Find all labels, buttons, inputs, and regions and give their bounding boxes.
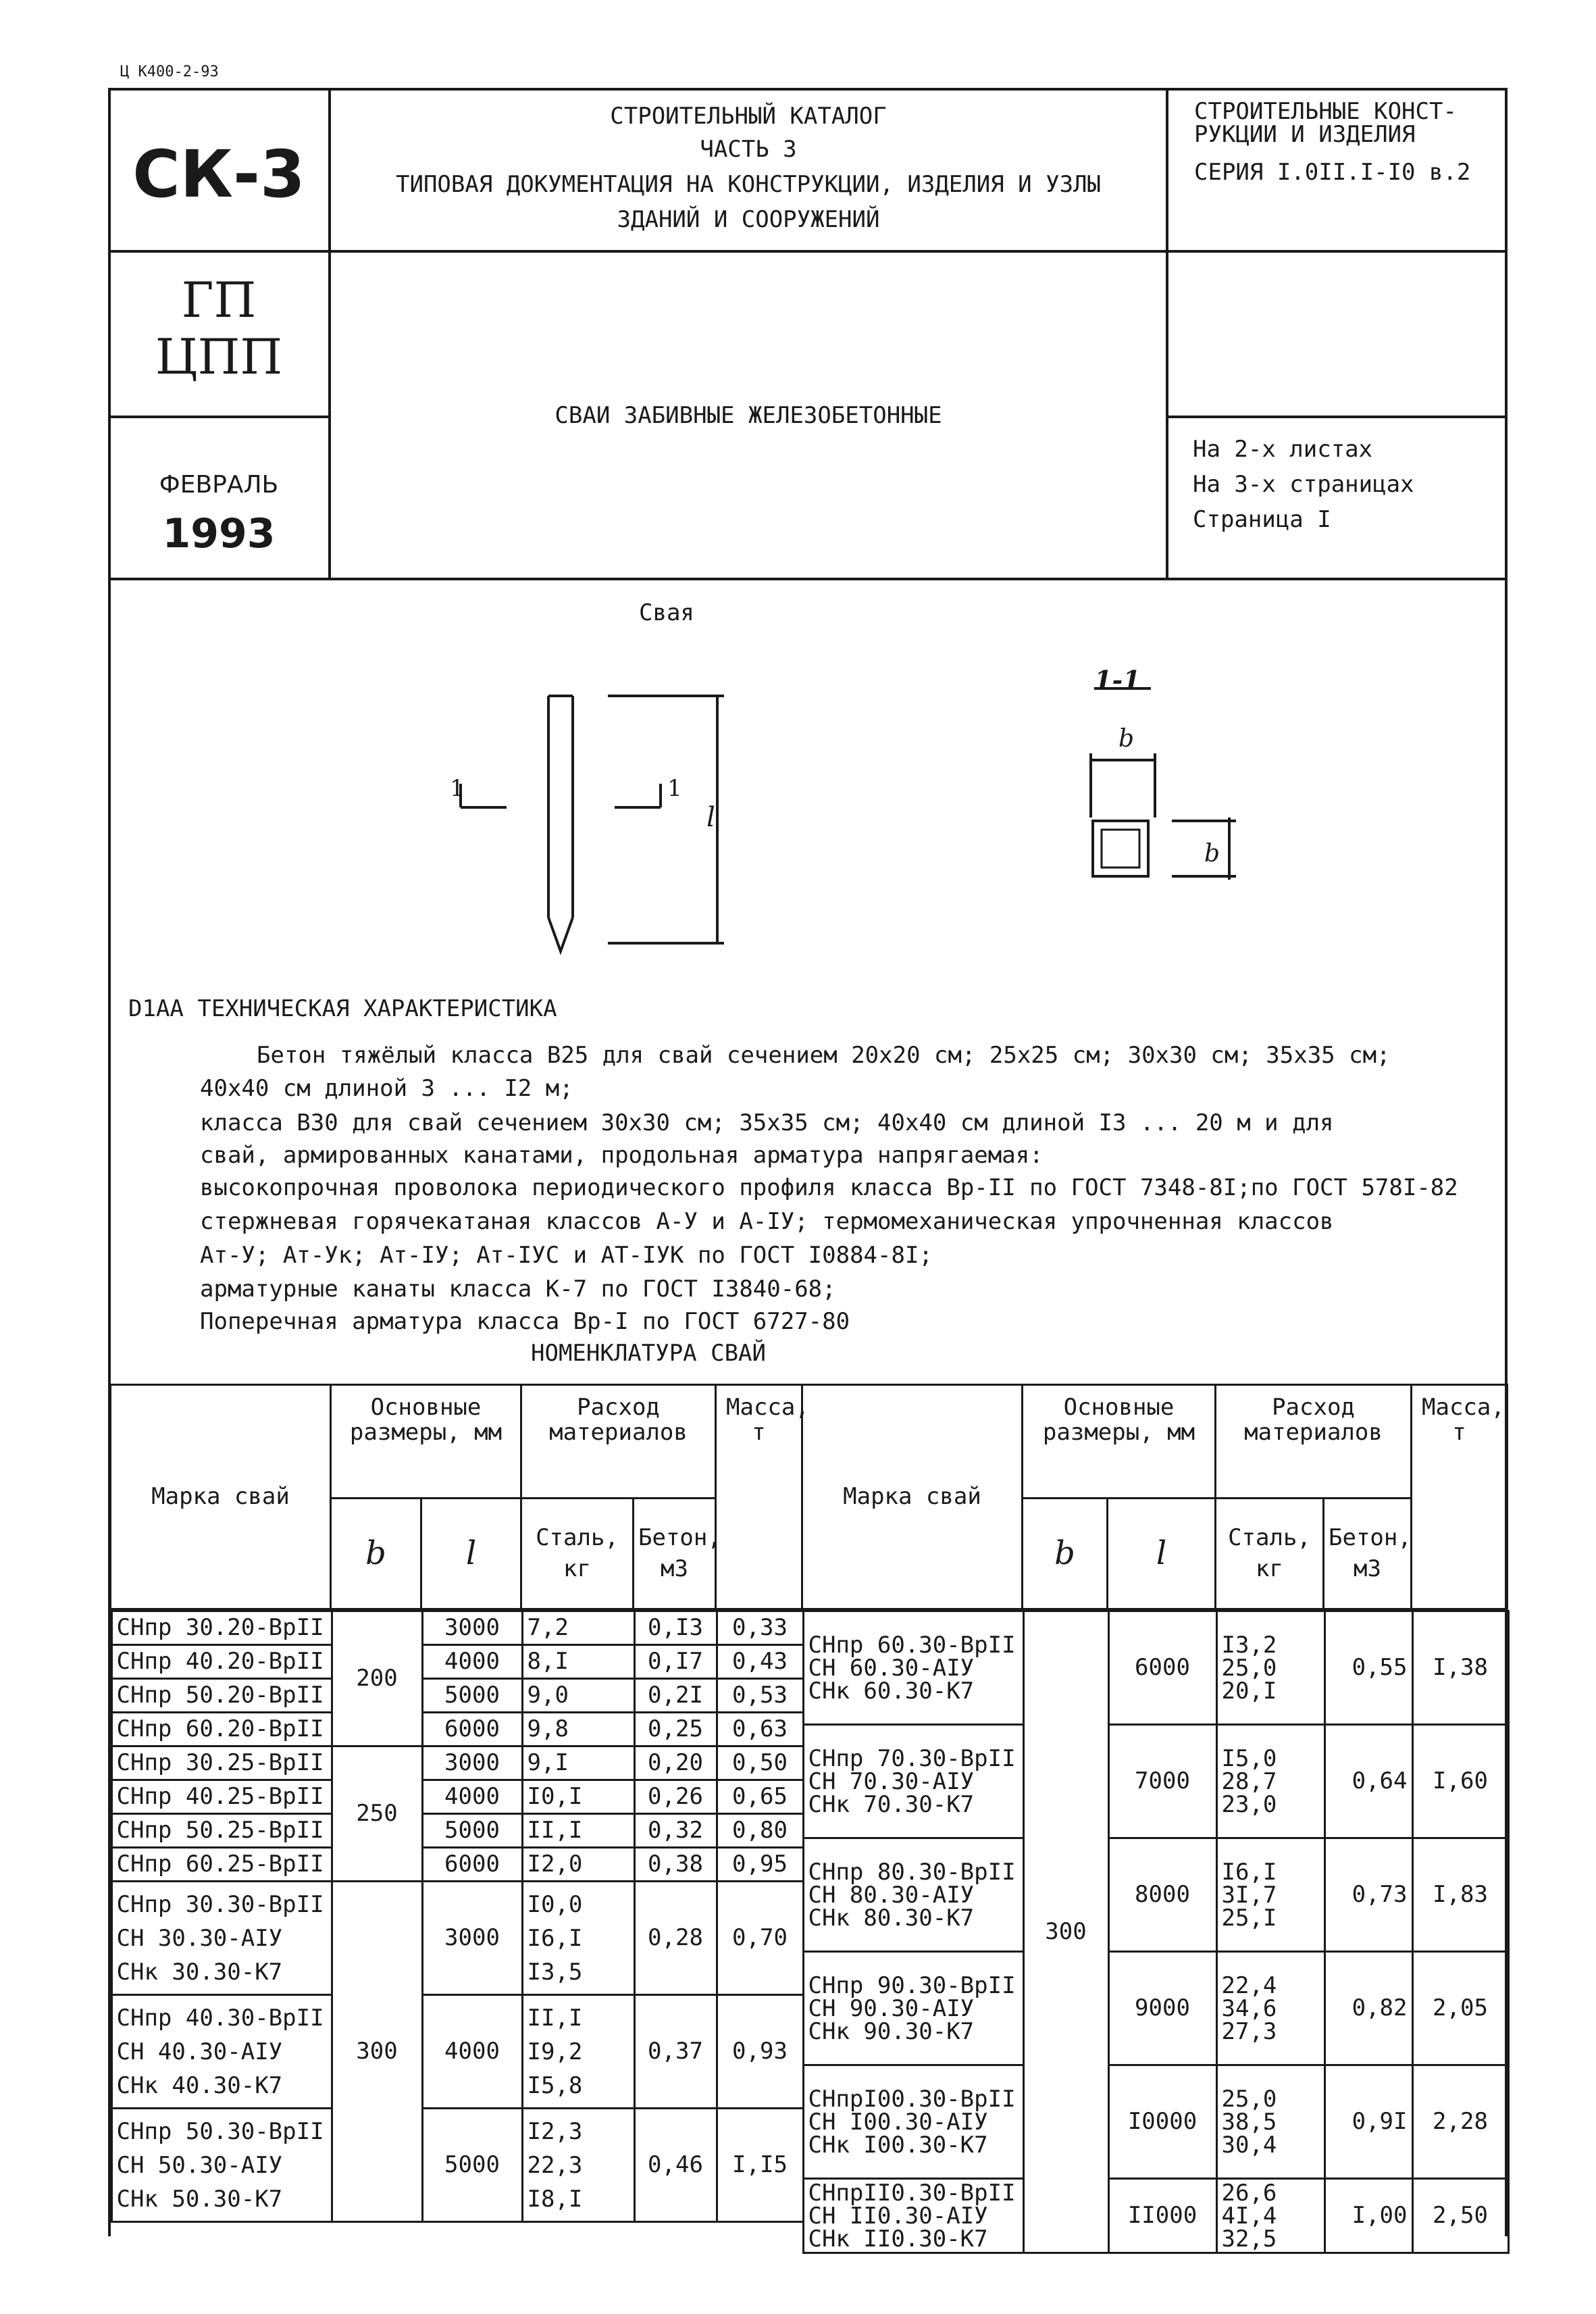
frame-col-line-1 (328, 88, 331, 579)
concrete-volume: 0,I7 (634, 1645, 717, 1679)
steel-consumption-line: 26,6 (1221, 2179, 1277, 2207)
pile-mass: 0,65 (717, 1780, 803, 1814)
pile-length-l: 7000 (1108, 1725, 1216, 1838)
spec-line-4: свай, армированных канатами, продольная арматура напрягаемая: (200, 1142, 1044, 1169)
sheets-count: На 2-х листах (1193, 436, 1373, 463)
pile-mark-line: СНк I00.30-К7 (808, 2131, 988, 2159)
pile-mark (803, 1952, 1023, 2065)
org-gp: ГП (181, 272, 257, 328)
pile-mass: I,38 (1412, 1611, 1508, 1725)
steel-consumption: I0,I (522, 1780, 634, 1814)
concrete-volume: 0,26 (634, 1780, 717, 1814)
concrete-volume: 0,38 (634, 1848, 717, 1882)
pile-mark (111, 1995, 332, 2109)
pile-mass: 2,05 (1412, 1952, 1508, 2065)
pile-mass: 0,63 (717, 1713, 803, 1746)
header-steel-right: Сталь, кг (1216, 1499, 1324, 1609)
header-b-left: b (331, 1499, 421, 1609)
pile-mark-line: СН 50.30-АIУ (116, 2151, 283, 2179)
concrete-volume: 0,82 (1324, 1952, 1412, 2065)
frame-line-2 (108, 578, 1508, 580)
pile-mark-line: СНк 30.30-К7 (116, 1958, 283, 1986)
pile-mass: I,83 (1412, 1838, 1508, 1952)
pile-mass: 2,28 (1412, 2065, 1508, 2179)
spec-line-1: Бетон тяжёлый класса В25 для свай сечением 20х20 см; 25х25 см; 30х30 см; 35х35 см; (257, 1042, 1391, 1069)
pile-width-b: 300 (332, 1882, 422, 2222)
concrete-volume: 0,9I (1324, 2065, 1412, 2179)
pile-mark: СНпр 60.25-ВрII (111, 1848, 332, 1882)
steel-consumption-line: 20,I (1221, 1677, 1277, 1705)
pile-mark: СНпр 50.20-ВрII (111, 1679, 332, 1713)
steel-consumption-line: 32,5 (1221, 2225, 1277, 2253)
pile-mass: 0,43 (717, 1645, 803, 1679)
header-steel-left: Сталь, кг (521, 1499, 634, 1609)
pile-mark-line: СНк 70.30-К7 (808, 1790, 975, 1818)
spec-line-7: Ат-У; Ат-Ук; Ат-IУ; Ат-IУС и АТ-IУК по ГОСТ I0884-8I; (200, 1242, 933, 1269)
steel-consumption-line: I8,I (527, 2185, 583, 2213)
header-mass-right: Масса, т (1412, 1385, 1508, 1609)
catalog-line-2: ЧАСТЬ 3 (700, 136, 797, 163)
frame-line-1 (108, 250, 1508, 253)
pile-length-l: 3000 (422, 1882, 522, 1995)
pile-mark (803, 2065, 1023, 2179)
steel-consumption: 8,I (522, 1645, 634, 1679)
pile-length-l: 4000 (422, 1645, 522, 1679)
series-line-3: СЕРИЯ I.0II.I-I0 в.2 (1194, 159, 1471, 186)
frame-top-line (108, 88, 1508, 91)
pile-mark (111, 1882, 332, 1995)
pile-mark: СНпр 30.20-ВрII (111, 1611, 332, 1645)
pile-length-l: II000 (1108, 2179, 1216, 2253)
spec-line-8: арматурные канаты класса К-7 по ГОСТ I3840-68; (200, 1276, 836, 1303)
pile-width-b: 250 (332, 1746, 422, 1882)
steel-consumption (522, 1882, 634, 1995)
steel-consumption-line: 25,0 (1221, 1654, 1277, 1682)
header-mass-left: Масса, т (716, 1385, 802, 1609)
pile-mass: I,60 (1412, 1725, 1508, 1838)
steel-consumption-line: 27,3 (1221, 2017, 1277, 2045)
pile-mass: 0,80 (717, 1814, 803, 1848)
pile-mark: СНпр 40.20-ВрII (111, 1645, 332, 1679)
pile-mark-line: СНпрI00.30-ВрII (808, 2085, 1016, 2113)
pile-mark-line: СНпр 90.30-ВрII (808, 1971, 1016, 1999)
pile-length-l: 5000 (422, 1814, 522, 1848)
pile-mass: 0,53 (717, 1679, 803, 1713)
right-body-cell (802, 1609, 1508, 2255)
section-label: 1-1 (1094, 665, 1141, 695)
header-concrete-right: Бетон, м3 (1324, 1499, 1412, 1609)
pile-mark: СНпр 40.25-ВрII (111, 1780, 332, 1814)
series-line-2: РУКЦИИ И ИЗДЕЛИЯ (1194, 121, 1416, 148)
concrete-volume: 0,37 (634, 1995, 717, 2109)
steel-consumption (1216, 1838, 1324, 1952)
pile-length-l: 4000 (422, 1780, 522, 1814)
steel-consumption (522, 1995, 634, 2109)
pile-mark-line: СН 70.30-АIУ (808, 1767, 975, 1795)
steel-consumption-line: 34,6 (1221, 1994, 1277, 2022)
spec-line-9: Поперечная арматура класса Вр-I по ГОСТ 6727-80 (200, 1308, 850, 1335)
pile-mass: 0,93 (717, 1995, 803, 2109)
frame-line-org (108, 416, 330, 418)
catalog-line-3: ТИПОВАЯ ДОКУМЕНТАЦИЯ НА КОНСТРУКЦИИ, ИЗДЕЛИЯ И УЗЛЫ (396, 171, 1101, 198)
steel-consumption-line: I5,0 (1221, 1744, 1277, 1772)
org-cpp: ЦПП (155, 328, 283, 385)
pages-count: На 3-х страницах (1193, 471, 1414, 498)
pile-mark-line: СНпр 30.30-ВрII (116, 1890, 324, 1918)
steel-consumption-line: I3,2 (1221, 1631, 1277, 1659)
pile-length-l: 6000 (422, 1848, 522, 1882)
spec-line-3: класса В30 для свай сечением 30х30 см; 35х35 см; 40х40 см длиной I3 ... 20 м и для (200, 1109, 1334, 1136)
section-inner (1102, 830, 1139, 867)
pile-mark-line: СНпр 40.30-ВрII (116, 2004, 324, 2032)
concrete-volume: I,00 (1324, 2179, 1412, 2253)
page-number: Страница I (1193, 506, 1331, 533)
concrete-volume: 0,73 (1324, 1838, 1412, 1952)
steel-consumption (1216, 1611, 1324, 1725)
steel-consumption-line: II,I (527, 2004, 583, 2032)
date-year: 1993 (162, 510, 276, 557)
pile-mark-line: СН 60.30-АIУ (808, 1654, 975, 1682)
pile-mark (803, 1725, 1023, 1838)
pile-mark (111, 2109, 332, 2222)
right-body-table (802, 1610, 1510, 2254)
header-l-right: l (1108, 1499, 1216, 1609)
header-mark-left: Марка свай (111, 1385, 331, 1609)
drawing-title: Свая (639, 599, 694, 626)
steel-consumption: 9,8 (522, 1713, 634, 1746)
steel-consumption-line: 38,5 (1221, 2108, 1277, 2136)
pile-length-l: 6000 (422, 1713, 522, 1746)
pile-length-l: 3000 (422, 1746, 522, 1780)
pile-width-b: 200 (332, 1611, 422, 1746)
pile-mass: 0,50 (717, 1746, 803, 1780)
section-width-label: b (1118, 725, 1135, 753)
steel-consumption-line: I2,3 (527, 2117, 583, 2145)
concrete-volume: 0,25 (634, 1713, 717, 1746)
steel-consumption-line: I5,8 (527, 2071, 583, 2099)
steel-consumption: 9,I (522, 1746, 634, 1780)
pile-mark-line: СНпр 50.30-ВрII (116, 2117, 324, 2145)
header-materials-right: Расход материалов (1216, 1385, 1412, 1499)
steel-consumption-line: 3I,7 (1221, 1881, 1277, 1909)
pile-mark-line: СНпр 60.30-ВрII (808, 1631, 1016, 1659)
pile-mark-line: СН 90.30-АIУ (808, 1994, 975, 2022)
left-body-cell (111, 1609, 802, 2255)
pile-mark (803, 1611, 1023, 1725)
pile-mark (803, 2179, 1023, 2253)
header-dims-right: Основные размеры, мм (1023, 1385, 1216, 1499)
pile-mark-line: СН II0.30-АIУ (808, 2202, 988, 2230)
pile-mark (803, 1838, 1023, 1952)
catalog-line-4: ЗДАНИЙ И СООРУЖЕНИЙ (617, 206, 880, 233)
steel-consumption: I2,0 (522, 1848, 634, 1882)
concrete-volume: 0,28 (634, 1882, 717, 1995)
pile-mark-line: СН 40.30-АIУ (116, 2038, 283, 2065)
steel-consumption-line: 25,0 (1221, 2085, 1277, 2113)
cut-mark-left-label: 1 (450, 775, 465, 802)
pile-tip (548, 917, 573, 951)
steel-consumption-line: 23,0 (1221, 1790, 1277, 1818)
catalog-line-1: СТРОИТЕЛЬНЫЙ КАТАЛОГ (610, 103, 887, 130)
nomenclature-table (109, 1384, 1508, 2254)
pile-mark: СНпр 30.25-ВрII (111, 1746, 332, 1780)
steel-consumption-line: I6,I (1221, 1858, 1277, 1886)
header-mark-right: Марка свай (802, 1385, 1023, 1609)
steel-consumption-line: 22,3 (527, 2151, 583, 2179)
header-materials-left: Расход материалов (521, 1385, 716, 1499)
frame-line-sheets (1167, 416, 1508, 418)
steel-consumption (1216, 1952, 1324, 2065)
pile-mark-line: СНк 40.30-К7 (116, 2071, 283, 2099)
pile-mass: 0,95 (717, 1848, 803, 1882)
spec-line-2: 40х40 см длиной 3 ... I2 м; (200, 1075, 573, 1102)
steel-consumption: II,I (522, 1814, 634, 1848)
steel-consumption-line: 30,4 (1221, 2131, 1277, 2159)
steel-consumption-line: I9,2 (527, 2038, 583, 2065)
header-dims-left: Основные размеры, мм (331, 1385, 521, 1499)
spec-line-5: высокопрочная проволока периодического профиля класса Вр-II по ГОСТ 7348-8I;по ГОСТ 578I-82 (200, 1174, 1458, 1201)
steel-consumption-line: I0,0 (527, 1890, 583, 1918)
pile-mark-line: СНпр 80.30-ВрII (808, 1858, 1016, 1886)
pile-length-l: 4000 (422, 1995, 522, 2109)
logo-sk3: СК-3 (132, 136, 305, 212)
section-height-label: b (1204, 840, 1220, 867)
pile-mark-line: СН I00.30-АIУ (808, 2108, 988, 2136)
pile-length-l: 5000 (422, 2109, 522, 2222)
steel-consumption (522, 2109, 634, 2222)
steel-consumption (1216, 1725, 1324, 1838)
spec-line-6: стержневая горячекатаная классов А-У и А-IУ; термомеханическая упрочненная классов (200, 1208, 1334, 1235)
product-title: СВАИ ЗАБИВНЫЕ ЖЕЛЕЗОБЕТОННЫЕ (555, 402, 942, 429)
pile-drawing (405, 649, 1283, 966)
pile-length-l: 8000 (1108, 1838, 1216, 1952)
pile-mark-line: СНпрII0.30-ВрII (808, 2179, 1016, 2207)
cut-mark-right-label: 1 (667, 775, 682, 802)
date-month: ФЕВРАЛЬ (159, 471, 279, 499)
pile-mark-line: СНк II0.30-К7 (808, 2225, 988, 2253)
pile-length-l: 6000 (1108, 1611, 1216, 1725)
pile-mark: СНпр 60.20-ВрII (111, 1713, 332, 1746)
steel-consumption: 7,2 (522, 1611, 634, 1645)
concrete-volume: 0,20 (634, 1746, 717, 1780)
series-line-1: СТРОИТЕЛЬНЫЕ КОНСТ- (1194, 98, 1457, 125)
header-b-right: b (1023, 1499, 1108, 1609)
pile-width-b: 300 (1023, 1611, 1108, 2253)
dim-length-label: l (706, 802, 715, 833)
frame-col-line-2 (1166, 88, 1168, 579)
pile-mark-line: СН 80.30-АIУ (808, 1881, 975, 1909)
pile-mark-line: СНк 80.30-К7 (808, 1904, 975, 1932)
steel-consumption: 9,0 (522, 1679, 634, 1713)
concrete-volume: 0,55 (1324, 1611, 1412, 1725)
pile-length-l: I0000 (1108, 2065, 1216, 2179)
pile-mark-line: СНк 90.30-К7 (808, 2017, 975, 2045)
pile-mass: I,I5 (717, 2109, 803, 2222)
pile-mark-line: СН 30.30-АIУ (116, 1924, 283, 1952)
steel-consumption (1216, 2179, 1324, 2253)
steel-consumption-line: I6,I (527, 1924, 583, 1952)
concrete-volume: 0,64 (1324, 1725, 1412, 1838)
pile-mark-line: СНк 50.30-К7 (116, 2185, 283, 2213)
pile-length-l: 3000 (422, 1611, 522, 1645)
pile-mark-line: СНк 60.30-К7 (808, 1677, 975, 1705)
header-l-left: l (421, 1499, 521, 1609)
concrete-volume: 0,46 (634, 2109, 717, 2222)
pile-length-l: 9000 (1108, 1952, 1216, 2065)
steel-consumption-line: 25,I (1221, 1904, 1277, 1932)
pile-mass: 2,50 (1412, 2179, 1508, 2253)
steel-consumption-line: 28,7 (1221, 1767, 1277, 1795)
pile-length-l: 5000 (422, 1679, 522, 1713)
pile-mass: 0,70 (717, 1882, 803, 1995)
pile-mass: 0,33 (717, 1611, 803, 1645)
pile-mark: СНпр 50.25-ВрII (111, 1814, 332, 1848)
steel-consumption-line: I3,5 (527, 1958, 583, 1986)
left-body-table (111, 1610, 804, 2223)
table-caption: НОМЕНКЛАТУРА СВАЙ (531, 1340, 766, 1367)
spec-heading: D1AA ТЕХНИЧЕСКАЯ ХАРАКТЕРИСТИКА (128, 995, 557, 1022)
steel-consumption-line: 22,4 (1221, 1971, 1277, 1999)
steel-consumption (1216, 2065, 1324, 2179)
steel-consumption-line: 4I,4 (1221, 2202, 1277, 2230)
pile-mark-line: СНпр 70.30-ВрII (808, 1744, 1016, 1772)
concrete-volume: 0,2I (634, 1679, 717, 1713)
concrete-volume: 0,32 (634, 1814, 717, 1848)
header-concrete-left: Бетон, м3 (634, 1499, 716, 1609)
document-code: Ц К400-2-93 (120, 64, 219, 80)
concrete-volume: 0,I3 (634, 1611, 717, 1645)
